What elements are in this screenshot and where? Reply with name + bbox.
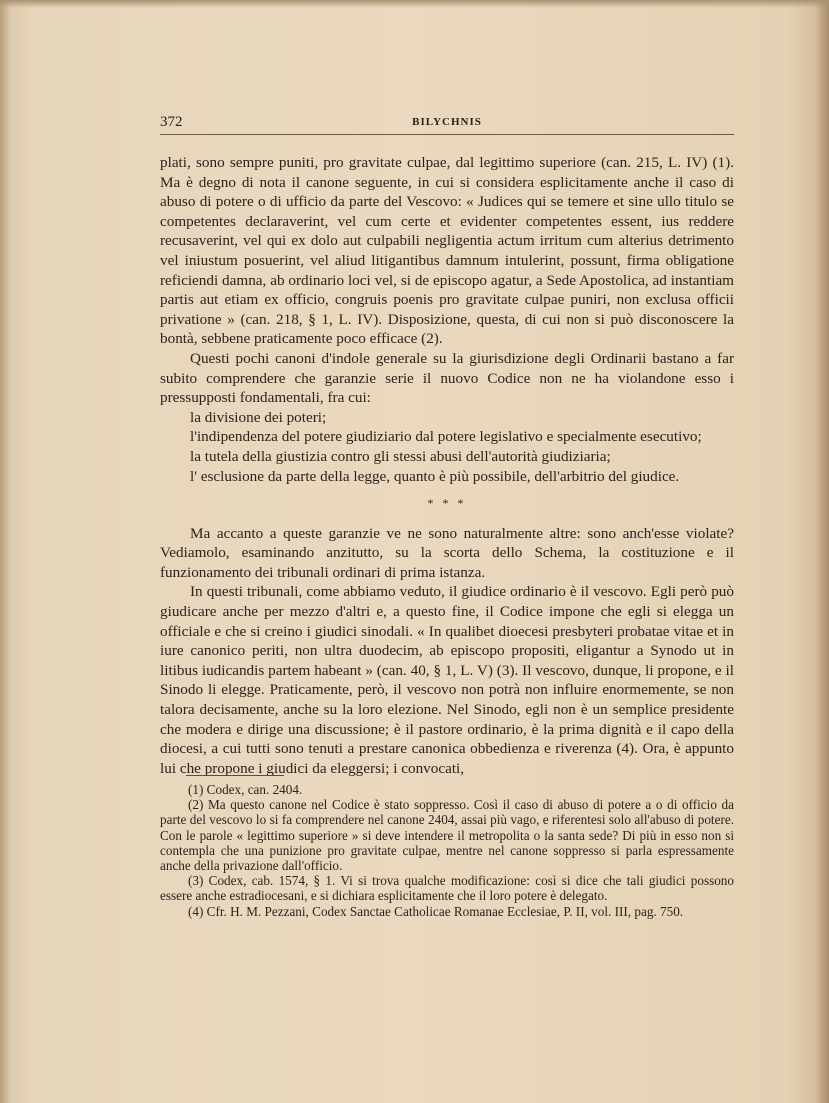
page-header <box>160 114 734 135</box>
page-number: 372 <box>160 114 183 130</box>
footnote-3: (3) Codex, cab. 1574, § 1. Vi si trova qualche modificazione: così si dice che tali giudici possono essere anche estradiocesani, e si dichiara esplicitamente che il loro potere è delegato. <box>160 873 734 904</box>
list-item: l'indipendenza del potere giudiziario dal potere legislativo e specialmente esecutivo; <box>190 428 702 446</box>
page-edge-left <box>0 0 10 1103</box>
paragraph-2: Questi pochi canoni d'indole generale su la giurisdizione degli Ordinarii bastano a far subito comprendere che garanzie serie il nuovo Codice non ne ha violandone esso i pressupposti fondamentali, fra cui: <box>160 349 734 407</box>
list-item: la divisione dei poteri; <box>190 408 327 426</box>
page-edge-right <box>815 0 829 1103</box>
list-item: l' esclusione da parte della legge, quanto è più possibile, dell'arbitrio del giudice. <box>190 467 680 485</box>
paragraph-1: plati, sono sempre puniti, pro gravitate culpae, dal legittimo superiore (can. 215, L. IV) (1). Ma è degno di nota il canone seguente, in cui si considera esplicitamente anche il caso di abuso di potere o di ufficio da parte del Vescovo: « Judices qui se temere et sine ullo titulo se competentes declaraverint, vel cum certe et evidenter competentes essent, ius reddere recusaverint, vel qui ex dolo aut culpabili negligentia actum irritum cum alterius detrimento vel iniustum posuerint, vel aliud litigantibus damnum intulerint, possunt, firma obligatione reficiendi damna, ab ordinario loci vel, si de episcopo agatur, a Sede Apostolica, ad instantiam partis aut etiam ex officio, congruis poenis pro gravitate culpae puniri, non exclusa officii privatione » (can. 218, § 1, L. IV). Disposizione, questa, di cui non si può disconoscere la bontà, sebbene praticamente poco efficace (2). <box>160 154 734 348</box>
running-title: BILYCHNIS <box>412 116 482 128</box>
footnote-4: (4) Cfr. H. M. Pezzani, Codex Sanctae Catholicae Romanae Ecclesiae, P. II, vol. III, pag. 750. <box>188 903 684 919</box>
paragraph-3: Ma accanto a queste garanzie ve ne sono naturalmente altre: sono anch'esse violate? Vediamolo, esaminando anzitutto, su la scorta dello Schema, la costituzione e il funzionamento dei tribunali ordinari di prima istanza. <box>160 524 734 581</box>
footnote-1: (1) Codex, can. 2404. <box>188 782 303 797</box>
list-item: la tutela della giustizia contro gli stessi abusi dell'autorità giudiziaria; <box>190 447 611 465</box>
section-separator: * * * <box>427 496 467 511</box>
paragraph-4: In questi tribunali, come abbiamo veduto, il giudice ordinario è il vescovo. Egli però può giudicare anche per mezzo d'altri e, a questo fine, il Codice impone che egli si elegga un officiale e che si creino i giudici sinodali. « In qualibet dioecesi presbyteri probatae vitae et in iure canonico periti, non ultra duodecim, ab episcopo propositi, eligantur a Synodo ut in litibus iudicandis partem habeant » (can. 40, § 1, L. V) (3). Il vescovo, dunque, li propone, e il Sinodo li elegge. Praticamente, però, il vescovo non potrà non influire enormemente, se non talora decisamente, anche su la loro elezione. Nel Sinodo, egli non è un semplice presidente che modera e dirige una discussione; è il pastore ordinario, è la prima dignità e il capo della diocesi, a cui tutti sono tenuti a prestare canonica obbedienza e riverenza (4). Ora, è appunto lui che propone i giudici da eleggersi; i convocati, <box>160 583 734 777</box>
footnotes <box>160 782 734 919</box>
main-text <box>160 153 734 778</box>
page-edge-top <box>0 0 829 8</box>
footnote-rule <box>186 775 284 776</box>
footnote-2: (2) Ma questo canone nel Codice è stato soppresso. Così il caso di abuso di potere a o di officio da parte del vescovo lo si fa comprendere nel canone 2404, assai più vago, e riferentesi solo all'abuso di potere. Con le parole « legittimo superiore » si deve intendere il metropolita o la santa sede? Di più in esso non si contempla che una punizione pro gravitate culpae, mentre nel canone soppresso si parla espressamente anche della privazione dall'officio. <box>160 797 734 874</box>
